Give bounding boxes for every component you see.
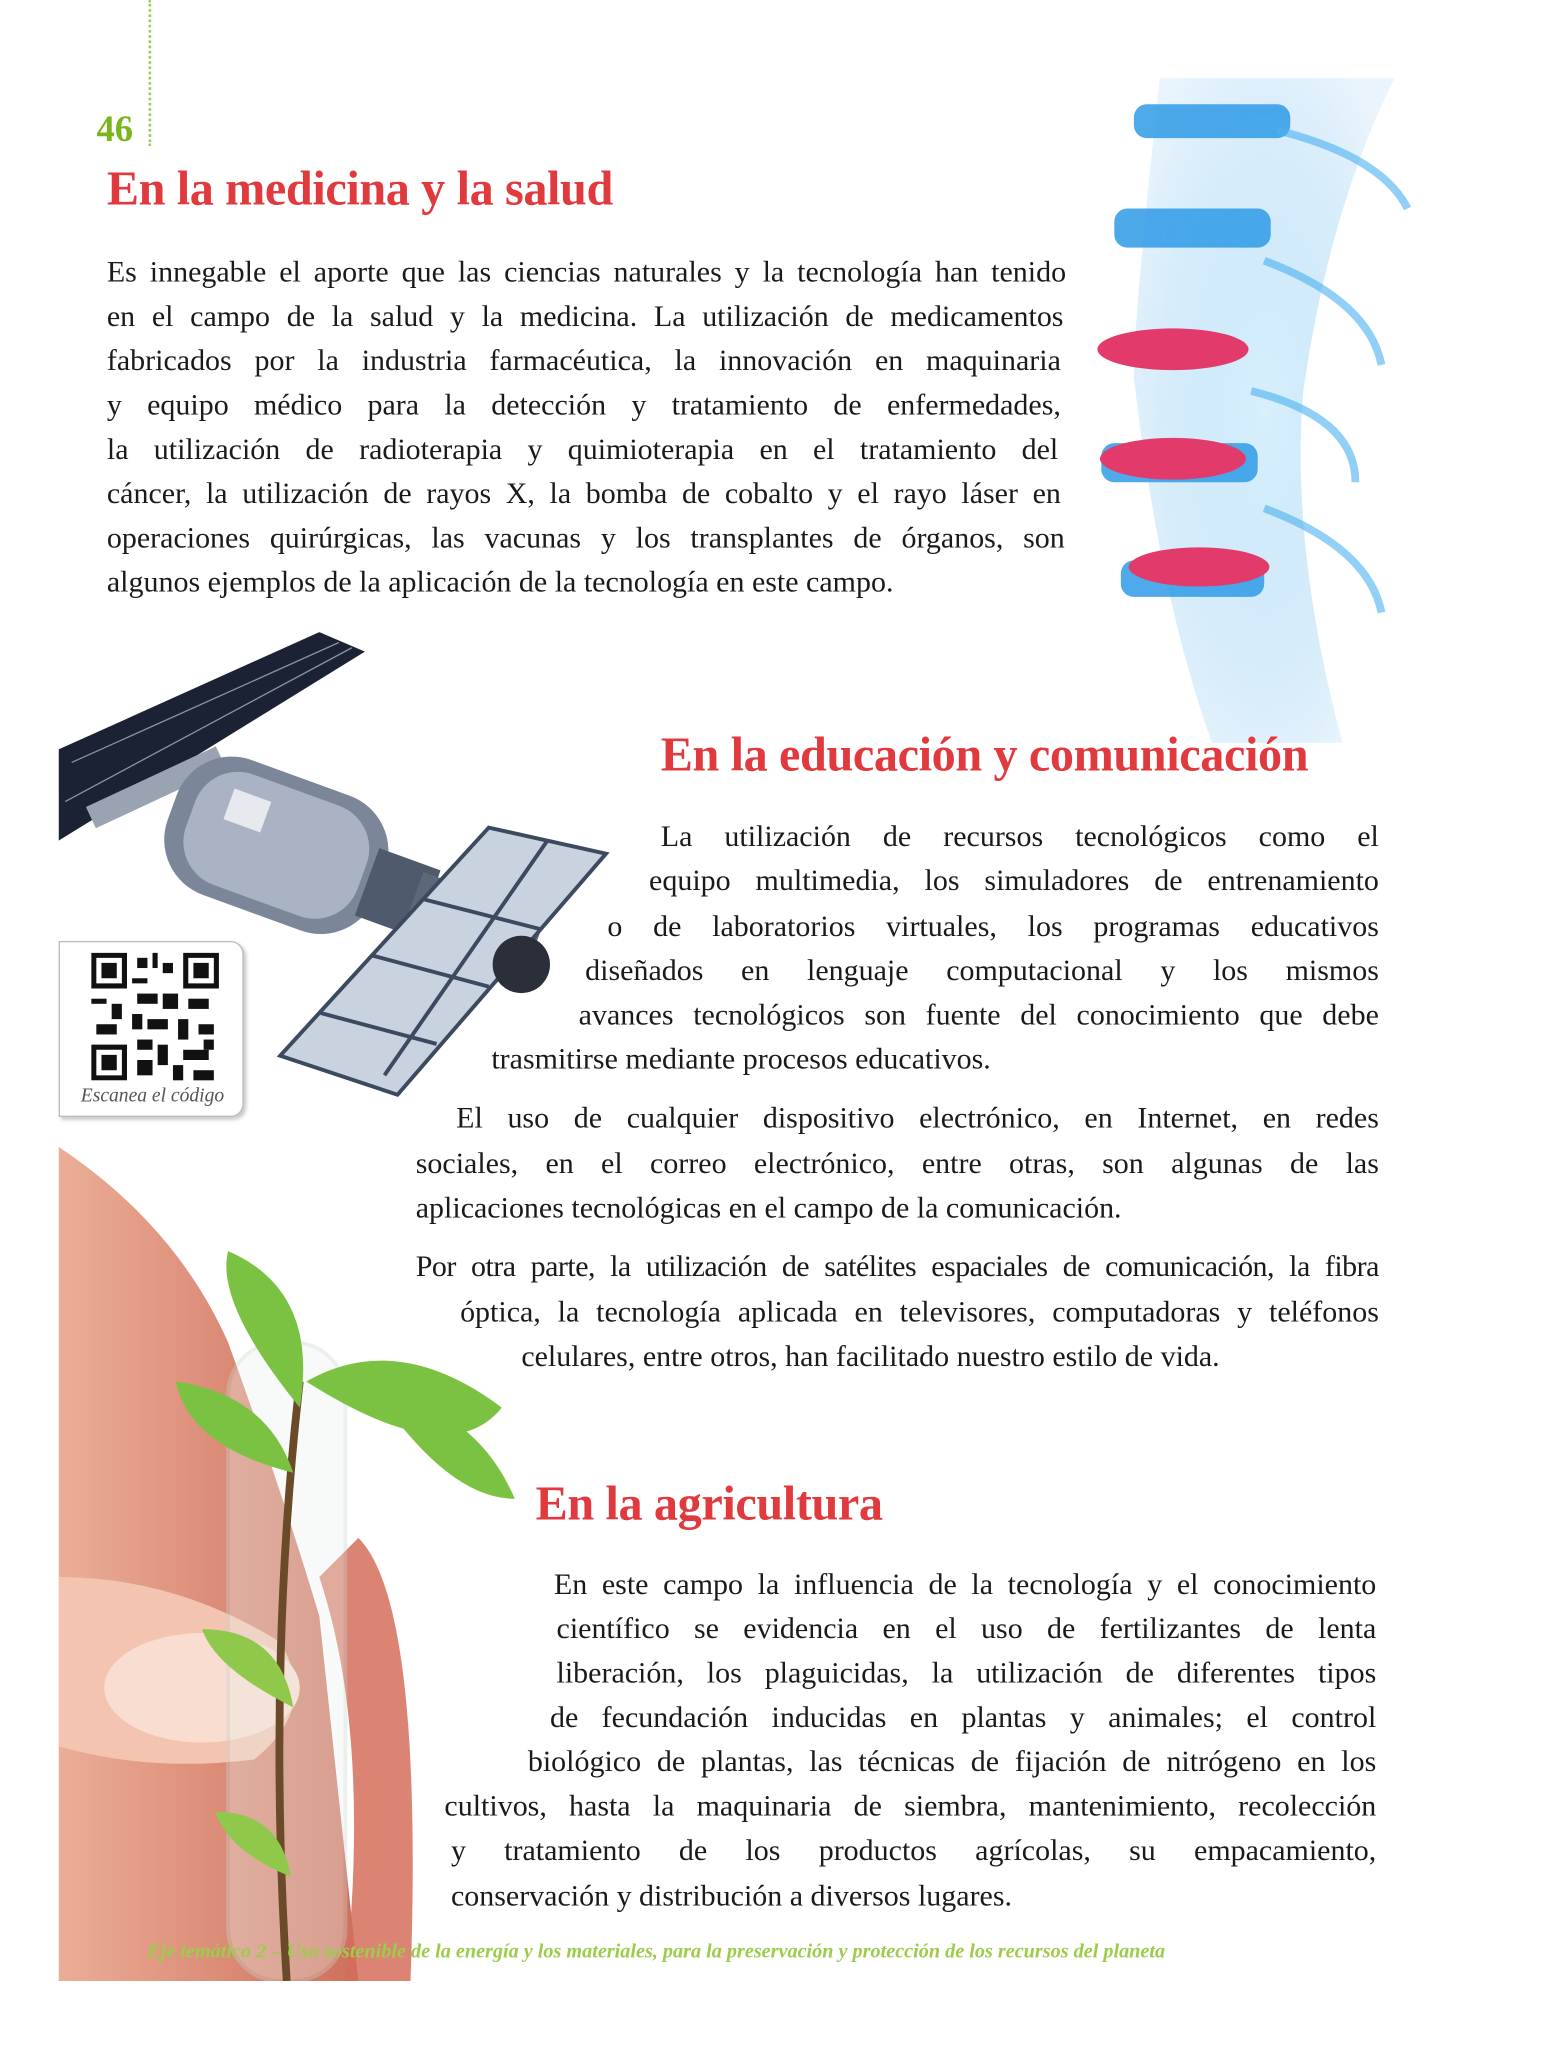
text-line: científico se evidencia en el uso de fertilizantes de lenta	[556, 1612, 1377, 1645]
heading-agriculture: En la agricultura	[535, 1477, 883, 1532]
page-number: 46	[96, 109, 133, 150]
text-line: y equipo médico para la detección y tratamiento de enfermedades,	[106, 388, 1061, 421]
text-line: liberación, los plaguicidas, la utilización de diferentes tipos	[556, 1656, 1377, 1690]
text-line: En este campo la influencia de la tecnología y el conocimiento	[553, 1567, 1377, 1601]
qr-code-icon	[91, 953, 219, 1081]
text-line: cultivos, hasta la maquinaria de siembra, mantenimiento, recolección	[444, 1789, 1377, 1823]
text-line: equipo multimedia, los simuladores de entrenamiento	[649, 864, 1379, 897]
heading-education: En la educación y comunicación	[660, 728, 1309, 782]
text-line: biológico de plantas, las técnicas de fijación de nitrógeno en los	[527, 1745, 1377, 1778]
text-line: El uso de cualquier dispositivo electrónico, en Internet, en redes	[456, 1101, 1379, 1134]
text-line: de fecundación inducidas en plantas y animales; el control	[549, 1700, 1377, 1734]
heading-medicine: En la medicina y la salud	[106, 162, 613, 217]
text-line: avances tecnológicos son fuente del conocimiento que debe	[578, 998, 1379, 1031]
text-line: conservación y distribución a diversos lugares.	[450, 1879, 1013, 1912]
qr-caption: Escanea el código	[80, 1085, 225, 1107]
margin-dotted-line	[149, 0, 152, 146]
text-line: óptica, la tecnología aplicada en televisores, computadoras y teléfonos	[460, 1295, 1379, 1329]
text-line: en el campo de la salud y la medicina. La utilización de medicamentos	[106, 299, 1064, 333]
text-line: La utilización de recursos tecnológicos como el	[660, 819, 1379, 853]
text-line: sociales, en el correo electrónico, entre otras, son algunas de las	[415, 1146, 1379, 1180]
text-line: Por otra parte, la utilización de satélites espaciales de comunicación, la fibra	[415, 1249, 1379, 1283]
text-line: aplicaciones tecnológicas en el campo de la comunicación.	[415, 1191, 1122, 1224]
text-line: o de laboratorios virtuales, los programas educativos	[607, 909, 1379, 943]
text-line: la utilización de radioterapia y quimioterapia en el tratamiento del	[106, 432, 1059, 466]
text-line: celulares, entre otros, han facilitado nuestro estilo de vida.	[521, 1339, 1220, 1373]
text-line: fabricados por la industria farmacéutica, la innovación en maquinaria	[106, 344, 1061, 377]
qr-code-box[interactable]	[59, 941, 244, 1117]
text-line: Es innegable el aporte que las ciencias naturales y la tecnología han tenido	[106, 255, 1067, 289]
text-line: operaciones quirúrgicas, las vacunas y los transplantes de órganos, son	[106, 521, 1065, 554]
text-line: algunos ejemplos de la aplicación de la tecnología en este campo.	[106, 565, 894, 599]
spine-image	[1082, 52, 1434, 756]
text-line: y tratamiento de los productos agrícolas, su empacamiento,	[450, 1833, 1377, 1867]
text-line: diseñados en lenguaje computacional y los mismos	[585, 954, 1379, 987]
text-line: cáncer, la utilización de rayos X, la bomba de cobalto y el rayo láser en	[106, 477, 1061, 510]
text-line: trasmitirse mediante procesos educativos.	[491, 1042, 991, 1076]
footer-theme-axis: Eje temático 2 – Uso sostenible de la energía y los materiales, para la preservación y protección de los recursos del planeta	[147, 1940, 1166, 1963]
